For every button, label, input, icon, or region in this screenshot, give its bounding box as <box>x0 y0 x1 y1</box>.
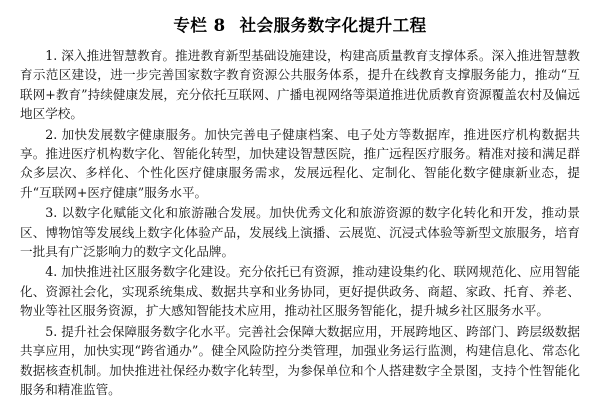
paragraph-2: 2. 加快发展数字健康服务。加快完善电子健康档案、电子处方等数据库，推进医疗机构数据共享。推进医疗机构数字化、智能化转型，加快建设智慧医院，推广远程医疗服务。精准对接和满足群众多层次、多样化、个性化医疗健康服务需求，发展远程化、定制化、智能化数字健康新业态，提升“互联网+医疗健康”服务水平。 <box>20 126 580 200</box>
paragraph-4: 4. 加快推进社区服务数字化建设。充分依托已有资源，推动建设集约化、联网规范化、应用智能化、资源社会化，实现系统集成、数据共享和业务协同，更好提供政务、商超、家政、托育、养老、物业等社区服务资源，扩大感知智能技术应用，推动社区服务智能化，提升城乡社区服务水平。 <box>20 264 580 319</box>
document-body <box>20 46 580 399</box>
page-title-number: 专栏 8 <box>173 16 226 35</box>
paragraph-1: 1. 深入推进智慧教育。推进教育新型基础设施建设，构建高质量教育支撑体系。深入推进智慧教育示范区建设，进一步完善国家数字教育资源公共服务体系，提升在线教育支撑服务能力，推动“互联网+教育”持续健康发展，充分依托互联网、广播电视网络等渠道推进优质教育资源覆盖农村及偏远地区学校。 <box>20 48 580 122</box>
paragraph-5: 5. 提升社会保障服务数字化水平。完善社会保障大数据应用，开展跨地区、跨部门、跨层级数据共享应用，加快实现“跨省通办”。健全风险防控分类管理，加强业务运行监测，构建信息化、常态化数据核查机制。加快推进社保经办数字化转型，为参保单位和个人搭建数字全景图，支持个性智能化服务和精准监管。 <box>20 323 580 397</box>
page-title <box>20 12 580 36</box>
paragraph-3: 3. 以数字化赋能文化和旅游融合发展。加快优秀文化和旅游资源的数字化转化和开发，推动景区、博物馆等发展线上数字化体验产品，发展线上演播、云展览、沉浸式体验等新型文旅服务，培育一批具有广泛影响力的数字文化品牌。 <box>20 205 580 260</box>
page-title-name: 社会服务数字化提升工程 <box>239 16 427 35</box>
